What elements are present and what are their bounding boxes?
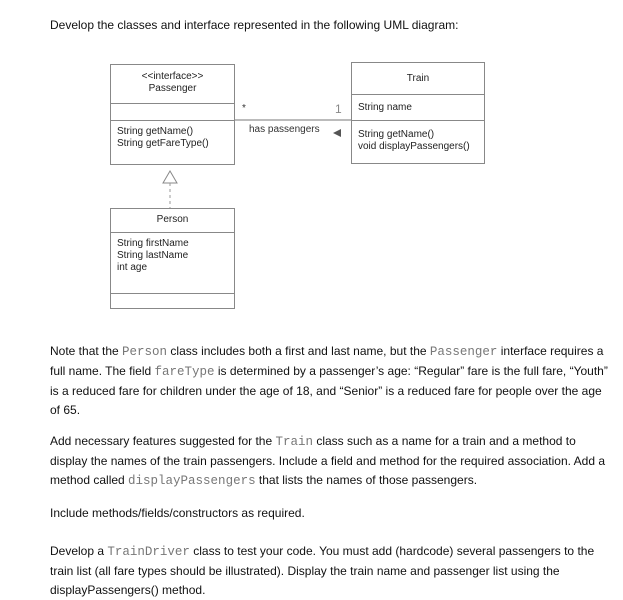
field: String name bbox=[352, 95, 484, 121]
method: String getFareType() bbox=[117, 138, 209, 149]
association-label: has passengers bbox=[249, 124, 320, 135]
direction-arrow-icon bbox=[333, 129, 341, 137]
paragraph-driver: Develop a TrainDriver class to test your code. You must add (hardcode) several passengers to the train list (all fare types should be illustrated). Display the train name and passenger list using the displayPassengers() method. bbox=[50, 544, 595, 597]
paragraph-train: Add necessary features suggested for the Train class such as a name for a train and a method to display the names of the train passengers. Include a field and method for the required association. Add a method called displayPassengers that lists the names of those passengers. bbox=[50, 434, 606, 488]
realization-arrow-icon bbox=[163, 171, 177, 183]
paragraph-note: Note that the Person class includes both a first and last name, but the Passenger interface requires a full name. The field fareType is determined by a passenger’s age: “Regular” fare is the full fare, “Youth” is a reduced fare for children under the age of 18, and “Senior” is a reduced fare for people over the age of 65. bbox=[50, 344, 608, 417]
multiplicity-many: * bbox=[242, 103, 246, 114]
field: String firstName bbox=[117, 238, 189, 249]
field: int age bbox=[117, 262, 148, 273]
class-name: Person bbox=[111, 209, 234, 233]
class-name: Train bbox=[352, 63, 484, 95]
paragraph-include: Include methods/fields/constructors as required. bbox=[50, 506, 305, 520]
class-name: Passenger bbox=[148, 83, 197, 94]
method: String getName() bbox=[117, 126, 194, 137]
intro-text: Develop the classes and interface represented in the following UML diagram: bbox=[50, 18, 459, 32]
method: void displayPassengers() bbox=[358, 141, 470, 152]
multiplicity-one: 1 bbox=[335, 102, 342, 116]
field: String lastName bbox=[117, 250, 189, 261]
stereotype: <<interface>> bbox=[141, 71, 204, 82]
method: String getName() bbox=[358, 129, 435, 140]
